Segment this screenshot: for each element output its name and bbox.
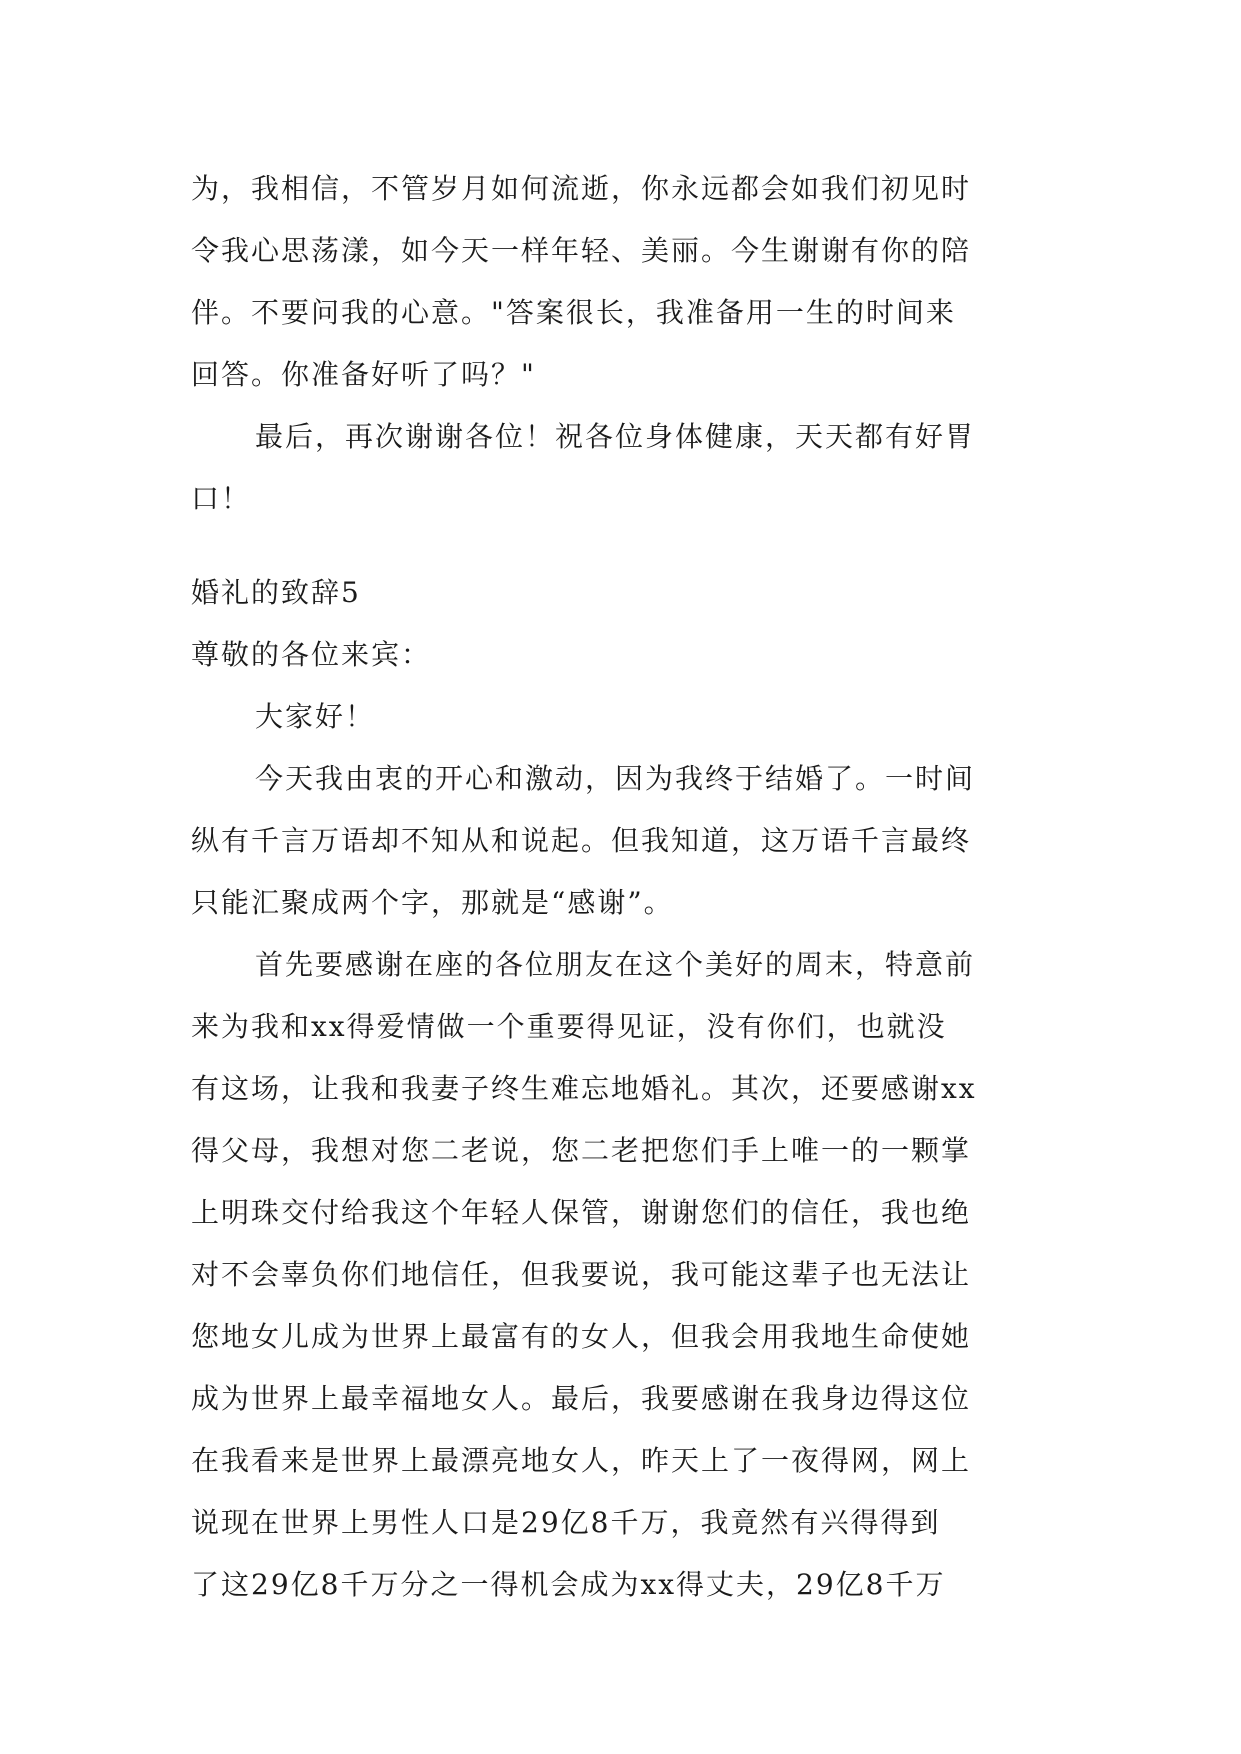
text-line: 为，我相信，不管岁月如何流逝，你永远都会如我们初见时 bbox=[191, 172, 972, 205]
text-line: 令我心思荡漾，如今天一样年轻、美丽。今生谢谢有你的陪 bbox=[191, 234, 972, 267]
greeting: 大家好！ bbox=[255, 700, 376, 733]
paragraph bbox=[191, 934, 1051, 1616]
text-line: 了这29亿8千万分之一得机会成为xx得丈夫，29亿8千万 bbox=[191, 1568, 946, 1601]
text-line: 对不会辜负你们地信任，但我要说，我可能这辈子也无法让 bbox=[191, 1258, 972, 1291]
speech-section-5 bbox=[191, 562, 1051, 1616]
text-line: 首先要感谢在座的各位朋友在这个美好的周末，特意前 bbox=[255, 948, 976, 981]
paragraph bbox=[191, 158, 1051, 406]
text-line: 得父母，我想对您二老说，您二老把您们手上唯一的一颗掌 bbox=[191, 1134, 972, 1167]
text-line: 来为我和xx得爱情做一个重要得见证，没有你们，也就没 bbox=[191, 1010, 947, 1043]
text-line: 伴。不要问我的心意。"答案很长，我准备用一生的时间来 bbox=[191, 296, 956, 329]
section-title: 婚礼的致辞5 bbox=[191, 576, 361, 609]
text-line: 您地女儿成为世界上最富有的女人，但我会用我地生命使她 bbox=[191, 1320, 972, 1353]
text-line: 纵有千言万语却不知从和说起。但我知道，这万语千言最终 bbox=[191, 824, 972, 857]
paragraph bbox=[191, 748, 1051, 934]
paragraph bbox=[191, 406, 1051, 530]
text-line: 有这场，让我和我妻子终生难忘地婚礼。其次，还要感谢xx bbox=[191, 1072, 977, 1105]
speech-continuation bbox=[191, 158, 1051, 530]
text-line: 在我看来是世界上最漂亮地女人，昨天上了一夜得网，网上 bbox=[191, 1444, 972, 1477]
text-line: 口！ bbox=[191, 482, 252, 515]
text-line: 说现在世界上男性人口是29亿8千万，我竟然有兴得得到 bbox=[191, 1506, 941, 1539]
text-line: 最后，再次谢谢各位！祝各位身体健康，天天都有好胃 bbox=[255, 420, 976, 453]
text-line: 成为世界上最幸福地女人。最后，我要感谢在我身边得这位 bbox=[191, 1382, 972, 1415]
text-line: 回答。你准备好听了吗？" bbox=[191, 358, 536, 391]
text-line: 只能汇聚成两个字，那就是“感谢”。 bbox=[191, 886, 674, 919]
salutation: 尊敬的各位来宾： bbox=[191, 638, 432, 671]
text-line: 今天我由衷的开心和激动，因为我终于结婚了。一时间 bbox=[255, 762, 976, 795]
text-line: 上明珠交付给我这个年轻人保管，谢谢您们的信任，我也绝 bbox=[191, 1196, 972, 1229]
